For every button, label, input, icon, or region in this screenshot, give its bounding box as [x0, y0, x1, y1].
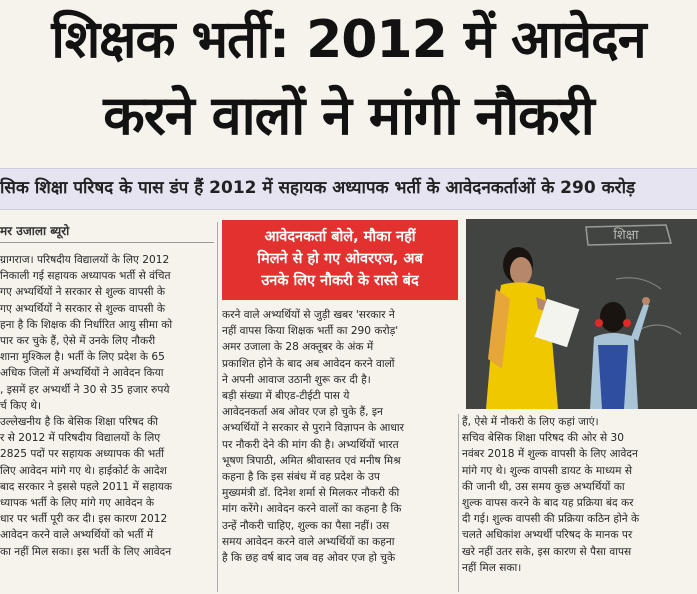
classroom-photo-illustration	[466, 219, 697, 409]
subheadline: सिक शिक्षा परिषद के पास डंप हैं 2012 में सहायक अध्यापक भर्ती के आवेदनकर्ताओं के 290 करोड़	[0, 178, 636, 198]
column-1-line: बाद सरकार ने इससे पहले 2011 में सहायक	[0, 480, 173, 493]
column-1-line: अधिक जिलों में अभ्यर्थियों ने आवेदन किया	[0, 367, 164, 380]
column-3-line: सचिव बेसिक शिक्षा परिषद की ओर से 30	[462, 432, 625, 445]
byline-rule	[0, 242, 214, 243]
column-2-line: मुख्यमंत्री डॉ. दिनेश शर्मा से मिलकर नौकरी की	[222, 487, 400, 500]
column-2-line: अभ्यर्थियों ने सरकार से पुराने विज्ञापन के आधार	[222, 422, 404, 435]
teacher-face	[510, 257, 532, 285]
column-2-line: पर नौकरी देने की मांग की है। अभ्यर्थियों भारत	[222, 438, 399, 451]
column-3-line: मांगे गए थे। शुल्क वापसी डायट के माध्यम से	[462, 464, 632, 477]
board-text: शिक्षा	[613, 228, 639, 243]
column-2-line: कहना है कि इस संबंध में वह प्रदेश के उप	[222, 471, 380, 484]
column-2-line: बड़ी संख्या में बीएड-टीईटी पास ये	[222, 390, 350, 403]
column-3-line: हैं, ऐसे में नौकरी के लिए कहां जाएं।	[462, 416, 599, 428]
column-2-line: करने वाले अभ्यर्थियों से जुड़ी खबर 'सरकार ने	[222, 309, 395, 321]
column-2-line: नहीं वापस किया शिक्षक भर्ती का 290 करोड़'	[222, 325, 399, 338]
highlight-box	[222, 220, 458, 300]
column-1-line: निकाली गई सहायक अध्यापक भर्ती से वंचित	[0, 270, 171, 283]
column-divider-1	[217, 222, 218, 592]
column-3-line: दी गई। शुल्क वापसी की प्रक्रिया कठिन होने के	[462, 513, 640, 526]
article-column-3	[462, 414, 697, 592]
column-1-line: लिए आवेदन मांगे गए थे। हाईकोर्ट के आदेश	[0, 464, 167, 477]
column-3-line: नहीं मिल सका।	[462, 561, 522, 574]
column-divider-2	[458, 414, 459, 592]
highlight-line-2: मिलने से हो गए ओवरएज, अब	[257, 251, 423, 267]
column-2-line: ने अपनी आवाज उठानी शुरू कर दी है।	[222, 373, 371, 386]
column-1-line: शाना मुश्किल है। भर्ती के लिए प्रदेश के 65	[0, 351, 165, 364]
column-1-line: गए अभ्यर्थियों ने सरकार से शुल्क वापसी के	[0, 302, 165, 315]
column-2-line: अमर उजाला के 28 अक्तूबर के अंक में	[222, 341, 374, 354]
news-photo	[466, 219, 697, 409]
column-2-line: मांग करेंगे। आवेदन करने वालों का कहना है कि	[222, 503, 402, 516]
column-1-line: का नहीं मिल सका। इस भर्ती के लिए आवेदन	[0, 545, 172, 558]
article-column-1	[0, 252, 214, 592]
article-column-2	[222, 307, 454, 592]
column-1-line: हना है कि शिक्षक की निर्धारित आयु सीमा को	[0, 318, 173, 331]
student-hair	[600, 302, 626, 332]
column-1-line: 2825 पदों पर सहायक अध्यापक की भर्ती	[0, 448, 164, 461]
highlight-line-3: उनके लिए नौकरी के रास्ते बंद	[261, 273, 419, 289]
column-1-line: पार कर चुके हैं, ऐसे में उनके लिए नौकरी	[0, 335, 156, 348]
column-1-line: ध्यापक भर्ती के लिए मांगे गए आवेदन के	[0, 497, 154, 510]
column-2-line: आवेदनकर्ता अब ओवर एज हो चुके हैं, इन	[222, 406, 383, 419]
byline: मर उजाला ब्यूरो	[0, 224, 70, 238]
column-3-line: खरे नहीं उतर सके, इस कारण से पैसा वापस	[462, 545, 632, 558]
column-1-line: उल्लेखनीय है कि बेसिक शिक्षा परिषद की	[0, 416, 159, 429]
column-2-line: उन्हें नौकरी चाहिए, शुल्क का पैसा नहीं। उस	[222, 519, 390, 532]
column-2-line: भूषण त्रिपाठी, अमित श्रीवास्तव एवं मनीष मिश्र	[222, 454, 401, 467]
column-1-line: र्च किए थे।	[0, 399, 41, 412]
column-2-line: है कि छह वर्ष बाद जब वह ओवर एज हो चुके	[222, 552, 396, 565]
column-2-line: प्रकाशित होने के बाद अब आवेदन करने वालों	[222, 357, 395, 370]
column-1-line: धार पर भर्ती पूरी कर दी। इस कारण 2012	[0, 513, 168, 526]
subheadline-band	[0, 168, 697, 210]
column-3-line: चलते अधिकांश अभ्यर्थी परिषद के मानक पर	[462, 529, 633, 542]
column-3-line: नवंबर 2018 में शुल्क वापसी के लिए आवेदन	[462, 448, 638, 461]
headline-line-1: शिक्षक भर्ती: 2012 में आवेदन	[51, 10, 646, 70]
headline-line-2: करने वालों ने मांगी नौकरी	[103, 84, 594, 147]
column-2-line: समय आवेदन करने वाले अभ्यर्थियों का कहना	[222, 535, 395, 548]
column-1-line: र से 2012 में परिषदीय विद्यालयों के लिए	[0, 432, 161, 445]
column-3-line: की जानी थी, उस समय कुछ अभ्यर्थियों का	[462, 480, 625, 493]
column-1-line: आवेदन करने वाले अभ्यर्थियों को भर्ती में	[0, 529, 154, 542]
column-1-line: ग्रागराज। परिषदीय विद्यालयों के लिए 2012	[0, 254, 170, 266]
column-3-line: शुल्क वापस करने के बाद यह प्रक्रिया बंद कर	[462, 497, 634, 510]
column-1-line: , इसमें हर अभ्यर्थी ने 30 से 35 हजार रुपये	[0, 383, 170, 396]
highlight-line-1: आवेदनकर्ता बोले, मौका नहीं	[264, 229, 416, 245]
column-1-line: गए अभ्यर्थियों ने सरकार से शुल्क वापसी के	[0, 286, 165, 299]
